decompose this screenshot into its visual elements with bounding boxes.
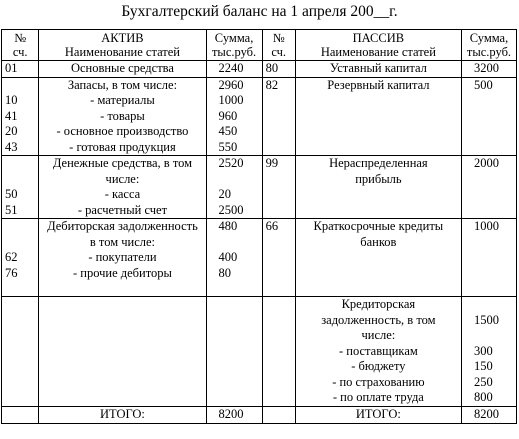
asset-amount: 80 bbox=[218, 265, 232, 280]
liability-account-no-cell bbox=[262, 219, 295, 297]
header-liability-name: ПАССИВ Наименование статей bbox=[295, 30, 461, 61]
liability-item-name: Уставный капитал bbox=[329, 61, 427, 75]
liability-amount-cell bbox=[461, 77, 516, 156]
header-liability-sum: Сумма, тыс.руб. bbox=[461, 30, 516, 61]
liability-item-name: Кредиторская bbox=[341, 297, 416, 311]
totals-row bbox=[2, 407, 517, 424]
asset-account-no-cell bbox=[2, 219, 39, 297]
liability-item-name: Резервный капитал bbox=[327, 77, 430, 92]
liability-amount: 150 bbox=[473, 359, 493, 373]
liability-amount: 1000 bbox=[473, 219, 499, 233]
liability-item-name: банков bbox=[360, 234, 397, 249]
asset-item-name: - расчетный счет bbox=[77, 202, 168, 217]
liability-amount-cell bbox=[461, 219, 516, 297]
asset-total-sum: 8200 bbox=[206, 407, 262, 424]
asset-account-no-cell bbox=[2, 297, 39, 407]
header-asset-name: АКТИВ Наименование статей bbox=[39, 30, 206, 61]
asset-account-no: 41 bbox=[5, 108, 18, 123]
liability-account-no: 99 bbox=[265, 156, 279, 170]
asset-amount: 2520 bbox=[218, 156, 244, 170]
asset-item-name: Основные средства bbox=[70, 61, 174, 75]
liability-amount: 800 bbox=[473, 390, 493, 404]
asset-item-name-cell bbox=[39, 297, 206, 407]
asset-item-name: Запасы, в том числе: bbox=[67, 77, 178, 92]
asset-amount: 2960 bbox=[218, 77, 244, 92]
asset-item-name: в том числе: bbox=[89, 234, 156, 249]
asset-account-no-cell bbox=[2, 61, 39, 78]
asset-amount-cell bbox=[206, 61, 262, 78]
liability-item-name: прибыль bbox=[355, 171, 402, 186]
asset-amount-cell bbox=[206, 219, 262, 297]
table-row bbox=[2, 156, 517, 219]
header-liability-account-no: № сч. bbox=[262, 30, 295, 61]
liability-total-sum: 8200 bbox=[461, 407, 516, 424]
asset-item-name: - касса bbox=[104, 187, 141, 201]
liability-item-name-cell bbox=[295, 156, 461, 219]
asset-item-name: числе: bbox=[105, 171, 140, 186]
asset-amount: 480 bbox=[218, 219, 238, 233]
asset-item-name: - основное производство bbox=[56, 124, 189, 138]
liability-amount: 500 bbox=[473, 77, 493, 92]
liability-item-name: - по страхованию bbox=[332, 374, 425, 389]
asset-account-no-cell bbox=[2, 156, 39, 219]
asset-account-no bbox=[5, 235, 36, 251]
liability-item-name-cell bbox=[295, 61, 461, 78]
table-row bbox=[2, 219, 517, 297]
liability-account-no-cell bbox=[262, 77, 295, 156]
liability-account-no-cell bbox=[262, 297, 295, 407]
asset-amount: 960 bbox=[218, 108, 238, 123]
asset-total-label: ИТОГО: bbox=[39, 407, 206, 424]
liability-item-name: Нераспределенная bbox=[329, 156, 428, 170]
asset-account-no: 43 bbox=[5, 139, 18, 154]
liability-account-no: 66 bbox=[265, 219, 279, 233]
liability-item-name-cell bbox=[295, 297, 461, 407]
asset-item-name: - покупатели bbox=[88, 250, 157, 264]
liability-item-name: - бюджету bbox=[351, 359, 406, 373]
asset-amount-cell bbox=[206, 77, 262, 156]
liability-amount: 250 bbox=[473, 374, 493, 389]
asset-amount: 550 bbox=[218, 139, 238, 154]
asset-amount bbox=[219, 235, 260, 251]
asset-account-no bbox=[5, 172, 36, 188]
asset-account-no: 76 bbox=[5, 265, 18, 280]
asset-amount: 2240 bbox=[218, 61, 244, 75]
asset-amount: 2500 bbox=[218, 202, 244, 217]
asset-amount: 400 bbox=[218, 250, 238, 264]
table-row bbox=[2, 297, 517, 407]
asset-account-no-cell bbox=[2, 77, 39, 156]
asset-account-no: 62 bbox=[5, 250, 18, 264]
asset-item-name-cell bbox=[39, 219, 206, 297]
table-row bbox=[2, 77, 517, 156]
table-row bbox=[2, 61, 517, 78]
liability-item-name: Краткосрочные кредиты bbox=[313, 219, 444, 233]
liability-account-no: 82 bbox=[265, 77, 279, 92]
balance-sheet-table bbox=[1, 29, 517, 424]
header-asset-sum: Сумма, тыс.руб. bbox=[206, 30, 262, 61]
liability-item-name: числе: bbox=[361, 328, 396, 342]
asset-item-name: - материалы bbox=[90, 93, 155, 107]
document-title: Бухгалтерский баланс на 1 апреля 200__г. bbox=[121, 3, 398, 20]
liability-item-name: задолженность, в том bbox=[321, 312, 436, 327]
asset-amount: 1000 bbox=[218, 93, 244, 107]
liability-amount bbox=[474, 297, 514, 313]
asset-item-name: - прочие дебиторы bbox=[72, 265, 172, 280]
header-asset-account-no: № сч. bbox=[2, 30, 39, 61]
liability-item-name: - поставщикам bbox=[338, 343, 418, 358]
asset-account-no bbox=[5, 219, 36, 235]
liability-account-no: 80 bbox=[265, 61, 279, 75]
asset-item-name-cell bbox=[39, 61, 206, 78]
asset-item-name: Дебиторская задолженность bbox=[47, 219, 198, 233]
liability-amount-cell bbox=[461, 156, 516, 219]
asset-account-no: 50 bbox=[5, 187, 18, 201]
header-row bbox=[2, 30, 517, 61]
asset-account-no: 10 bbox=[5, 93, 18, 107]
asset-account-no bbox=[5, 156, 36, 172]
asset-account-no: 20 bbox=[5, 124, 18, 138]
asset-item-name: Денежные средства, в том bbox=[52, 156, 193, 170]
asset-amount-cell bbox=[206, 297, 262, 407]
asset-item-name-cell bbox=[39, 77, 206, 156]
asset-account-no bbox=[5, 78, 36, 94]
asset-amount-cell bbox=[206, 156, 262, 219]
asset-account-no: 51 bbox=[5, 202, 18, 217]
liability-amount: 300 bbox=[473, 343, 493, 358]
liability-total-code bbox=[262, 407, 295, 424]
asset-amount bbox=[219, 172, 260, 188]
asset-amount: 450 bbox=[218, 124, 238, 138]
liability-amount: 3200 bbox=[473, 61, 499, 75]
asset-account-no: 01 bbox=[5, 61, 18, 75]
liability-amount bbox=[474, 328, 514, 344]
liability-item-name-cell bbox=[295, 219, 461, 297]
liability-amount-cell bbox=[461, 297, 516, 407]
liability-amount: 2000 bbox=[473, 156, 499, 170]
liability-amount-cell bbox=[461, 61, 516, 78]
asset-amount: 20 bbox=[218, 187, 232, 201]
asset-item-name-cell bbox=[39, 156, 206, 219]
asset-total-code bbox=[2, 407, 39, 424]
liability-account-no-cell bbox=[262, 156, 295, 219]
liability-item-name-cell bbox=[295, 77, 461, 156]
asset-item-name: - товары bbox=[100, 108, 145, 123]
liability-amount: 1500 bbox=[473, 312, 499, 327]
asset-item-name: - готовая продукция bbox=[69, 139, 176, 154]
liability-item-name: - по оплате труда bbox=[332, 390, 424, 404]
liability-total-label: ИТОГО: bbox=[295, 407, 461, 424]
liability-account-no-cell bbox=[262, 61, 295, 78]
